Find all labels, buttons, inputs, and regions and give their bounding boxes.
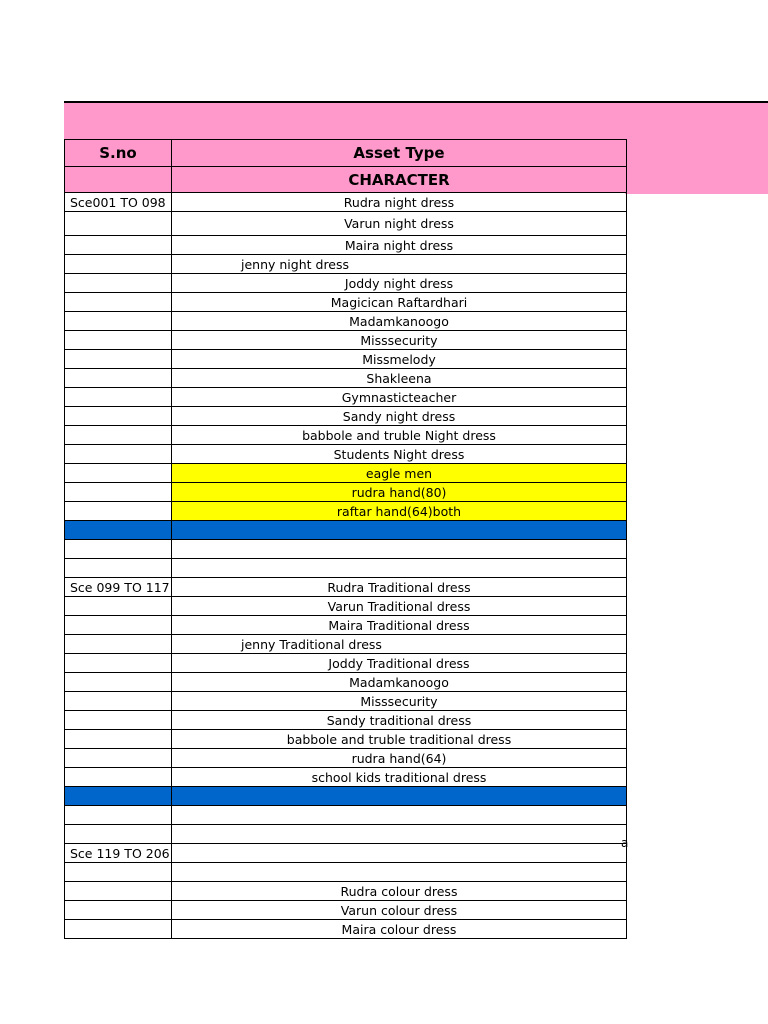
sno-cell[interactable] [65, 673, 172, 692]
sno-cell[interactable] [65, 882, 172, 901]
sno-cell[interactable] [65, 559, 172, 578]
table-row [65, 882, 627, 901]
table-row [65, 578, 627, 597]
asset-cell[interactable]: Joddy night dress [172, 274, 627, 293]
sno-cell[interactable]: Sce 119 TO 206 [65, 844, 172, 863]
sno-cell[interactable] [65, 293, 172, 312]
sno-cell[interactable] [65, 768, 172, 787]
sno-cell[interactable] [65, 483, 172, 502]
sno-cell[interactable]: Sce 099 TO 117 [65, 578, 172, 597]
table-row [65, 901, 627, 920]
sno-cell[interactable] [65, 274, 172, 293]
asset-cell[interactable]: Magicican Raftardhari [172, 293, 627, 312]
asset-cell[interactable]: Misssecurity [172, 692, 627, 711]
table-row [65, 464, 627, 483]
asset-cell[interactable] [172, 559, 627, 578]
asset-cell[interactable]: raftar hand(64)both [172, 502, 627, 521]
sno-cell[interactable] [65, 407, 172, 426]
title-band-extension [625, 139, 768, 194]
sno-cell[interactable] [65, 749, 172, 768]
table-row [65, 654, 627, 673]
asset-cell[interactable]: Rudra colour dress [172, 882, 627, 901]
sno-cell[interactable] [65, 350, 172, 369]
table-row [65, 369, 627, 388]
asset-cell[interactable]: rudra hand(64) [172, 749, 627, 768]
asset-cell[interactable]: Students Night dress [172, 445, 627, 464]
empty-row [65, 825, 627, 844]
table-row [65, 236, 627, 255]
table-row [65, 692, 627, 711]
table-row [65, 920, 627, 939]
divider-cell[interactable] [172, 521, 627, 540]
asset-cell[interactable]: Sandy traditional dress [172, 711, 627, 730]
asset-cell[interactable]: Gymnasticteacher [172, 388, 627, 407]
asset-cell[interactable]: Varun night dress [172, 212, 627, 236]
header-row [65, 140, 627, 167]
sno-cell[interactable] [65, 236, 172, 255]
table-row [65, 426, 627, 445]
sno-cell[interactable] [65, 692, 172, 711]
table-row [65, 445, 627, 464]
sno-cell[interactable] [65, 920, 172, 939]
table-row [65, 350, 627, 369]
sno-cell[interactable] [65, 806, 172, 825]
table-row [65, 193, 627, 212]
sno-cell[interactable] [65, 255, 172, 274]
table-row [65, 388, 627, 407]
asset-cell[interactable]: Misssecurity [172, 331, 627, 350]
asset-label: jenny night dress [241, 256, 350, 272]
asset-cell[interactable] [172, 844, 627, 863]
asset-cell[interactable]: Sandy night dress [172, 407, 627, 426]
table-row [65, 255, 627, 274]
asset-cell[interactable]: eagle men [172, 464, 627, 483]
asset-cell[interactable] [172, 825, 627, 844]
section-title[interactable]: CHARACTER [172, 167, 627, 193]
empty-row [65, 540, 627, 559]
table-row [65, 293, 627, 312]
asset-type-header[interactable]: Asset Type [172, 140, 627, 167]
sno-cell[interactable] [65, 863, 172, 882]
asset-cell[interactable]: Madamkanoogo [172, 312, 627, 331]
asset-cell[interactable]: Shakleena [172, 369, 627, 388]
table-row [65, 502, 627, 521]
sno-cell[interactable] [65, 825, 172, 844]
table-row [65, 597, 627, 616]
asset-cell[interactable] [172, 255, 627, 274]
table-row [65, 844, 627, 863]
sno-cell[interactable] [65, 445, 172, 464]
empty-row [65, 806, 627, 825]
table-row [65, 483, 627, 502]
table-row [65, 635, 627, 654]
asset-cell[interactable] [172, 540, 627, 559]
sno-cell[interactable] [65, 901, 172, 920]
sno-cell[interactable] [65, 369, 172, 388]
sno-header[interactable]: S.no [65, 140, 172, 167]
asset-cell[interactable]: school kids traditional dress [172, 768, 627, 787]
asset-cell[interactable] [172, 863, 627, 882]
asset-cell[interactable]: Maira Traditional dress [172, 616, 627, 635]
sno-cell[interactable] [65, 502, 172, 521]
sno-cell[interactable] [65, 616, 172, 635]
table-row [65, 749, 627, 768]
asset-cell[interactable]: Maira colour dress [172, 920, 627, 939]
divider-cell[interactable] [172, 787, 627, 806]
sno-cell[interactable] [65, 540, 172, 559]
table-row [65, 863, 627, 882]
asset-cell[interactable]: Varun Traditional dress [172, 597, 627, 616]
table-row [65, 673, 627, 692]
table-row [65, 616, 627, 635]
sno-cell[interactable] [65, 426, 172, 445]
section-divider-row [65, 521, 627, 540]
asset-cell[interactable] [172, 635, 627, 654]
asset-cell[interactable]: Rudra Traditional dress [172, 578, 627, 597]
asset-table [64, 139, 627, 939]
section-divider-row [65, 787, 627, 806]
empty-row [65, 559, 627, 578]
sno-cell[interactable] [65, 464, 172, 483]
sno-cell[interactable]: Sce001 TO 098 [65, 193, 172, 212]
stray-text: a [621, 836, 629, 850]
sno-cell[interactable] [65, 312, 172, 331]
section-row [65, 167, 627, 193]
table-row [65, 711, 627, 730]
asset-cell[interactable]: babbole and truble Night dress [172, 426, 627, 445]
sno-cell[interactable] [65, 597, 172, 616]
table-row [65, 730, 627, 749]
sno-cell[interactable] [65, 635, 172, 654]
sno-cell[interactable] [65, 711, 172, 730]
asset-cell[interactable] [172, 806, 627, 825]
title-band [64, 101, 768, 139]
asset-cell[interactable]: babbole and truble traditional dress [172, 730, 627, 749]
table-row [65, 212, 627, 236]
asset-cell[interactable]: Joddy Traditional dress [172, 654, 627, 673]
asset-cell[interactable]: Madamkanoogo [172, 673, 627, 692]
table-row [65, 407, 627, 426]
asset-cell[interactable]: Rudra night dress [172, 193, 627, 212]
sno-cell[interactable] [65, 212, 172, 236]
sno-cell[interactable] [65, 654, 172, 673]
asset-cell[interactable]: Maira night dress [172, 236, 627, 255]
sno-cell[interactable] [65, 331, 172, 350]
table-row [65, 768, 627, 787]
asset-cell[interactable]: Missmelody [172, 350, 627, 369]
asset-cell[interactable]: Varun colour dress [172, 901, 627, 920]
sno-cell[interactable] [65, 730, 172, 749]
section-empty-cell[interactable] [65, 167, 172, 193]
table-row [65, 274, 627, 293]
divider-cell[interactable] [65, 787, 172, 806]
asset-label: jenny Traditional dress [241, 636, 382, 652]
table-row [65, 312, 627, 331]
table-row [65, 331, 627, 350]
sno-cell[interactable] [65, 388, 172, 407]
asset-cell[interactable]: rudra hand(80) [172, 483, 627, 502]
divider-cell[interactable] [65, 521, 172, 540]
